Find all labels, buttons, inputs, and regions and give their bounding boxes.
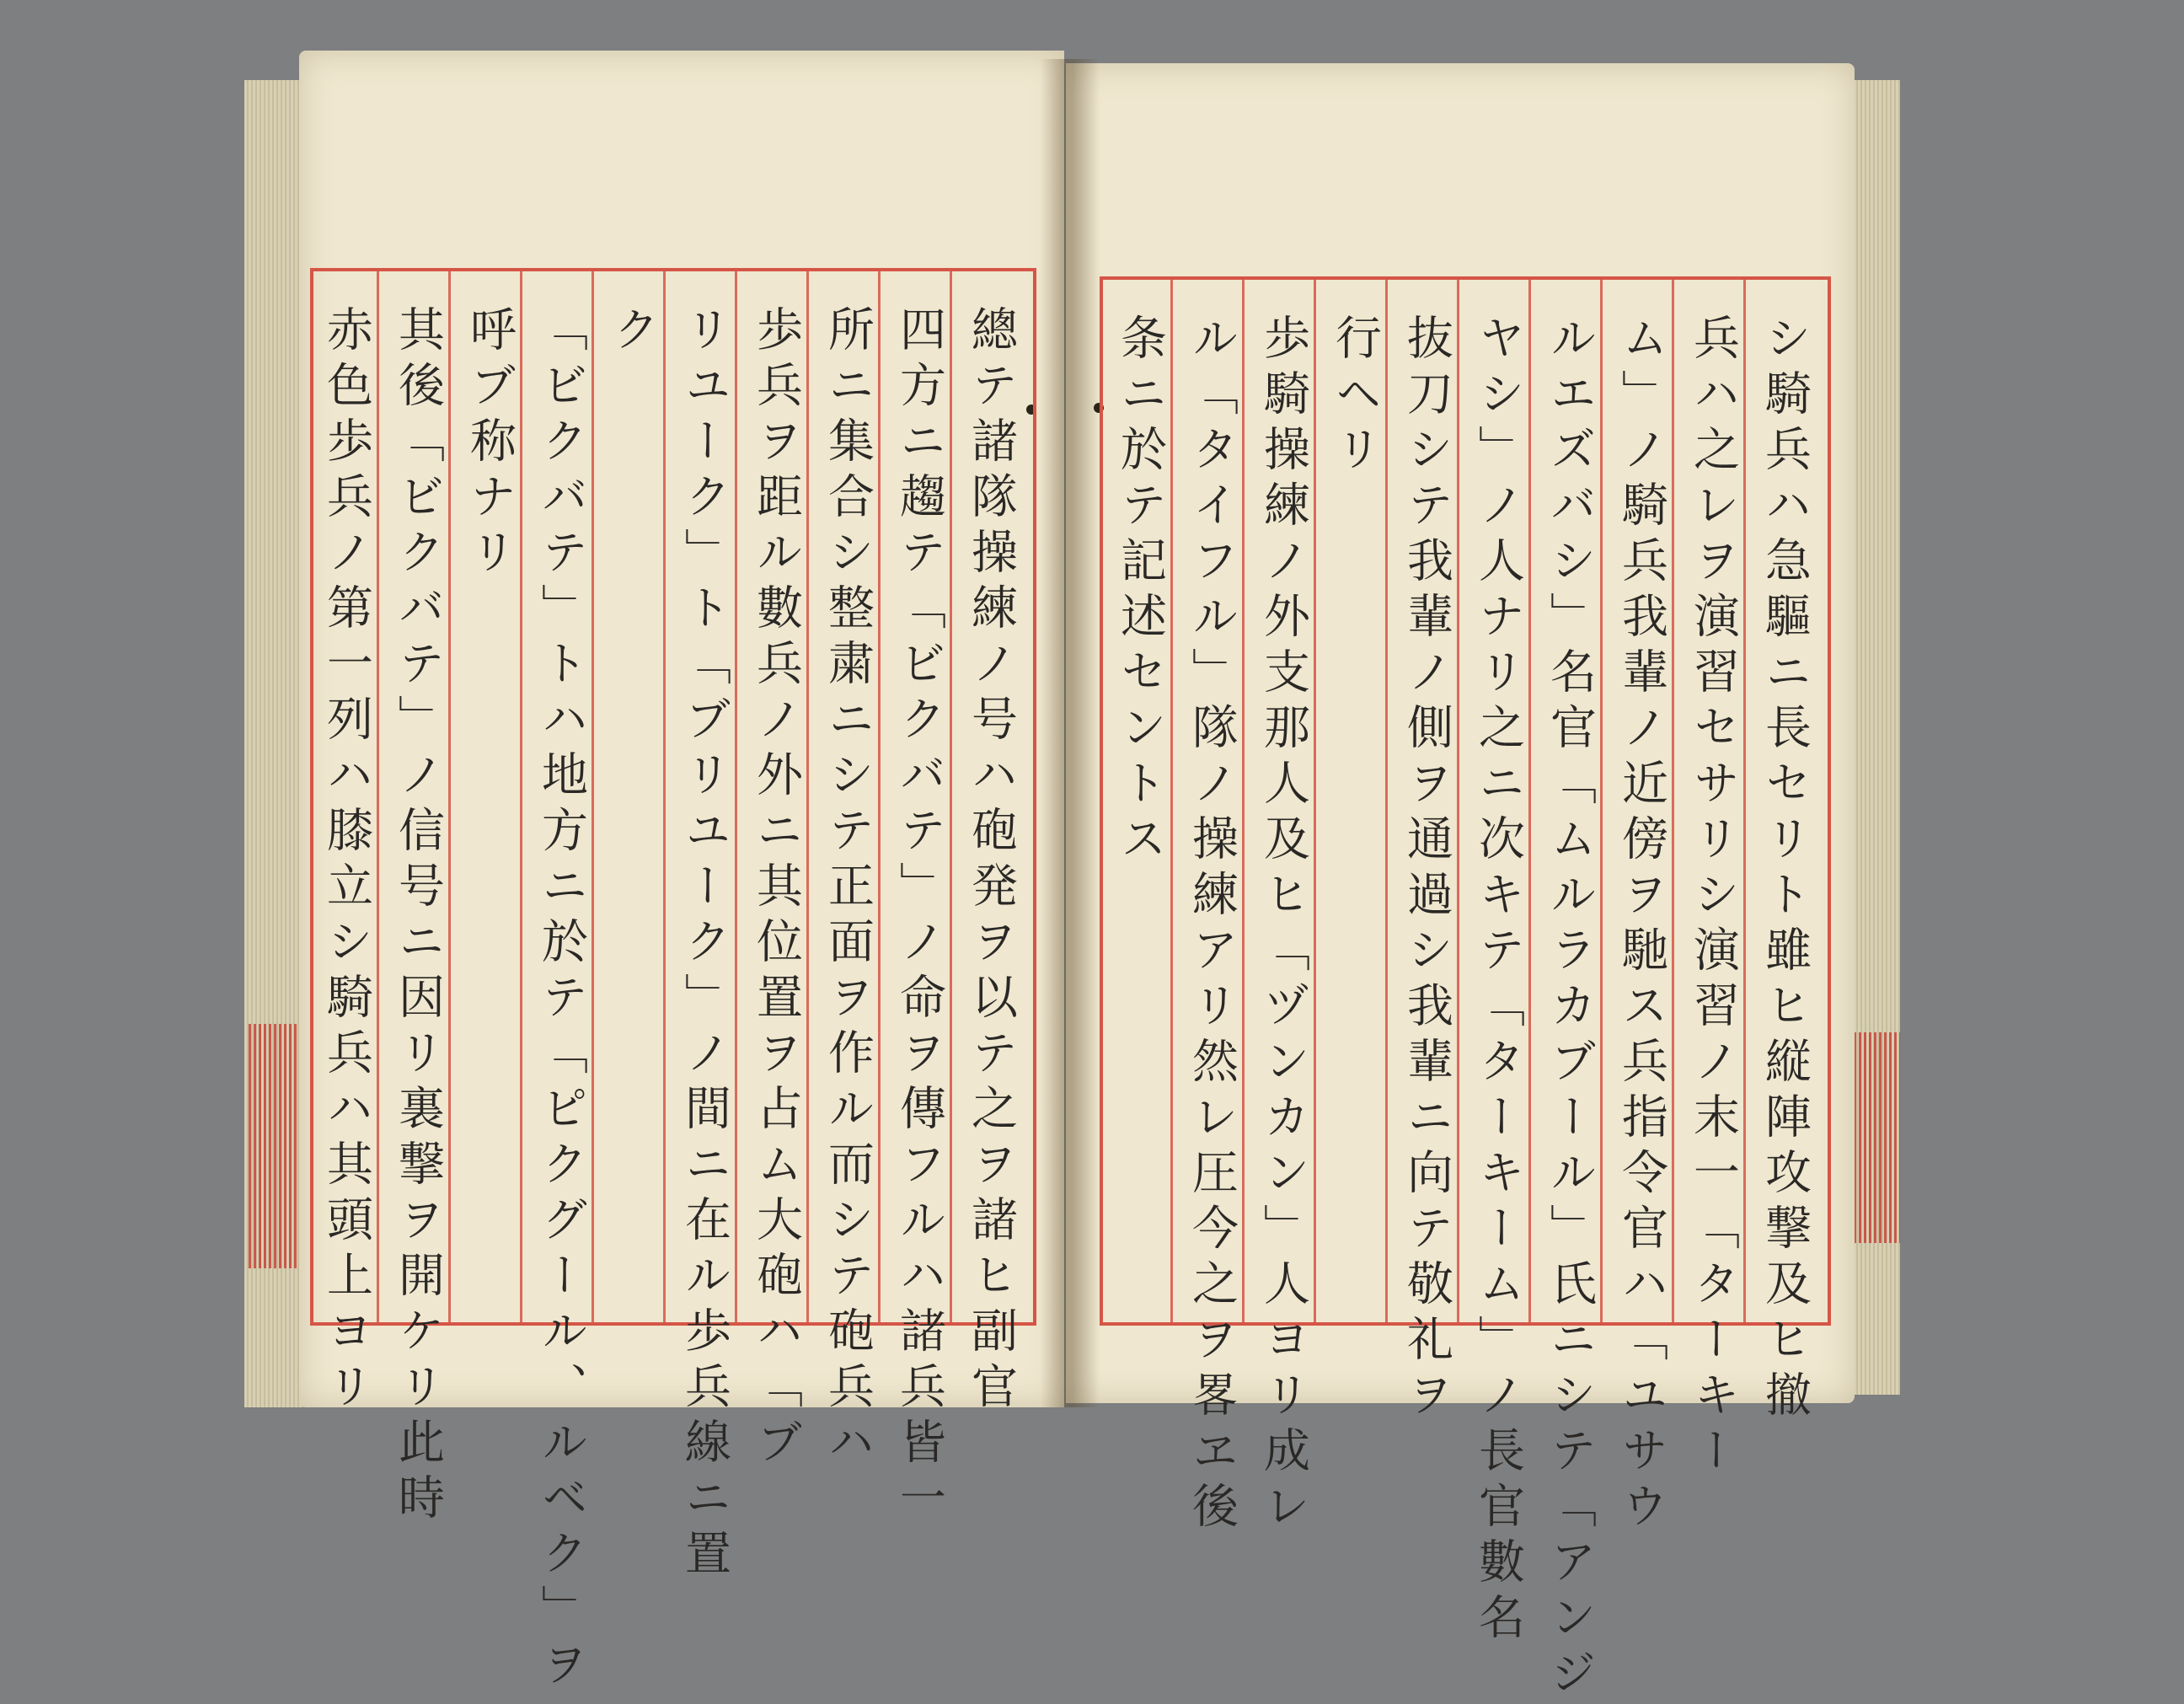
column-rule [448, 271, 451, 1322]
column-rule [1314, 280, 1316, 1322]
column-rule [1743, 280, 1746, 1322]
column-rule [806, 271, 809, 1322]
text-column: ル「タイフル」隊ノ操練アリ然レ圧今之ヲ畧ヱ後 [1185, 313, 1239, 1537]
text-column: 總テ諸隊操練ノ号ハ砲発ヲ以テ之ヲ諸ヒ副官 [964, 305, 1018, 1417]
column-rule [592, 271, 594, 1322]
column-rule [950, 271, 952, 1322]
column-rule [520, 271, 522, 1322]
left-text-frame [310, 268, 1036, 1696]
text-column: ク [606, 305, 660, 361]
text-column: 歩兵ヲ距ル數兵ノ外ニ其位置ヲ占ム大砲ハ「ブ [749, 305, 803, 1473]
column-rule [663, 271, 666, 1322]
text-column: 抜刀シテ我輩ノ側ヲ通過シ我輩ニ向テ敬礼ヲ [1400, 313, 1453, 1426]
text-column: 所ニ集合シ整粛ニシテ正面ヲ作ル而シテ砲兵ハ [821, 305, 875, 1473]
text-column: 四方ニ趨テ「ビクバテ」ノ命ヲ傳フルハ諸兵皆一 [892, 305, 946, 1529]
text-column: 条ニ於テ記述セントス [1113, 313, 1167, 870]
text-column: ルエズバシ」名官「ムルラカブール」氏ニシテ「アンジ [1543, 313, 1597, 1704]
text-column: 兵ハ之レヲ演習セサリシ演習ノ末一「ターキー [1686, 313, 1740, 1482]
column-rule [377, 271, 379, 1322]
text-column: 其後「ビクバテ」ノ信号ニ因リ裏撃ヲ開ケリ此時 [391, 305, 445, 1529]
text-column: ム」ノ騎兵我輩ノ近傍ヲ馳ス兵指令官ハ「ユサウ [1614, 313, 1668, 1537]
column-rule [1457, 280, 1459, 1322]
text-column: 呼ブ称ナリ [463, 305, 517, 583]
column-rule [1672, 280, 1674, 1322]
column-rule [1242, 280, 1245, 1322]
text-column: ヤシ」ノ人ナリ之ニ次キテ「ターキーム」ノ長官數名 [1471, 313, 1525, 1648]
book-gutter [1041, 59, 1100, 1407]
text-column: 歩騎操練ノ外支那人及ヒ「ヅンカン」人ヨリ成レ [1256, 313, 1310, 1537]
column-rule [735, 271, 737, 1322]
text-column: 赤色歩兵ノ第一列ハ膝立シ騎兵ハ其頭上ヨリ [319, 305, 373, 1417]
column-rule [1528, 280, 1531, 1322]
text-column: 「ビクバテ」トハ地方ニ於テ「ピクグール、ルベク」ヲ [534, 305, 588, 1696]
text-column: 行ヘリ [1328, 313, 1382, 480]
right-text-frame [1100, 276, 1831, 1704]
column-rule [878, 271, 881, 1322]
column-rule [1170, 280, 1173, 1322]
text-column: シ騎兵ハ急驅ニ長セリト雖ヒ縦陣攻撃及ヒ撤 [1758, 313, 1812, 1426]
column-rule [1385, 280, 1388, 1322]
column-rule [1600, 280, 1603, 1322]
text-column: リユーク」ト「ブリユーク」ノ間ニ在ル歩兵線ニ置 [677, 305, 731, 1584]
